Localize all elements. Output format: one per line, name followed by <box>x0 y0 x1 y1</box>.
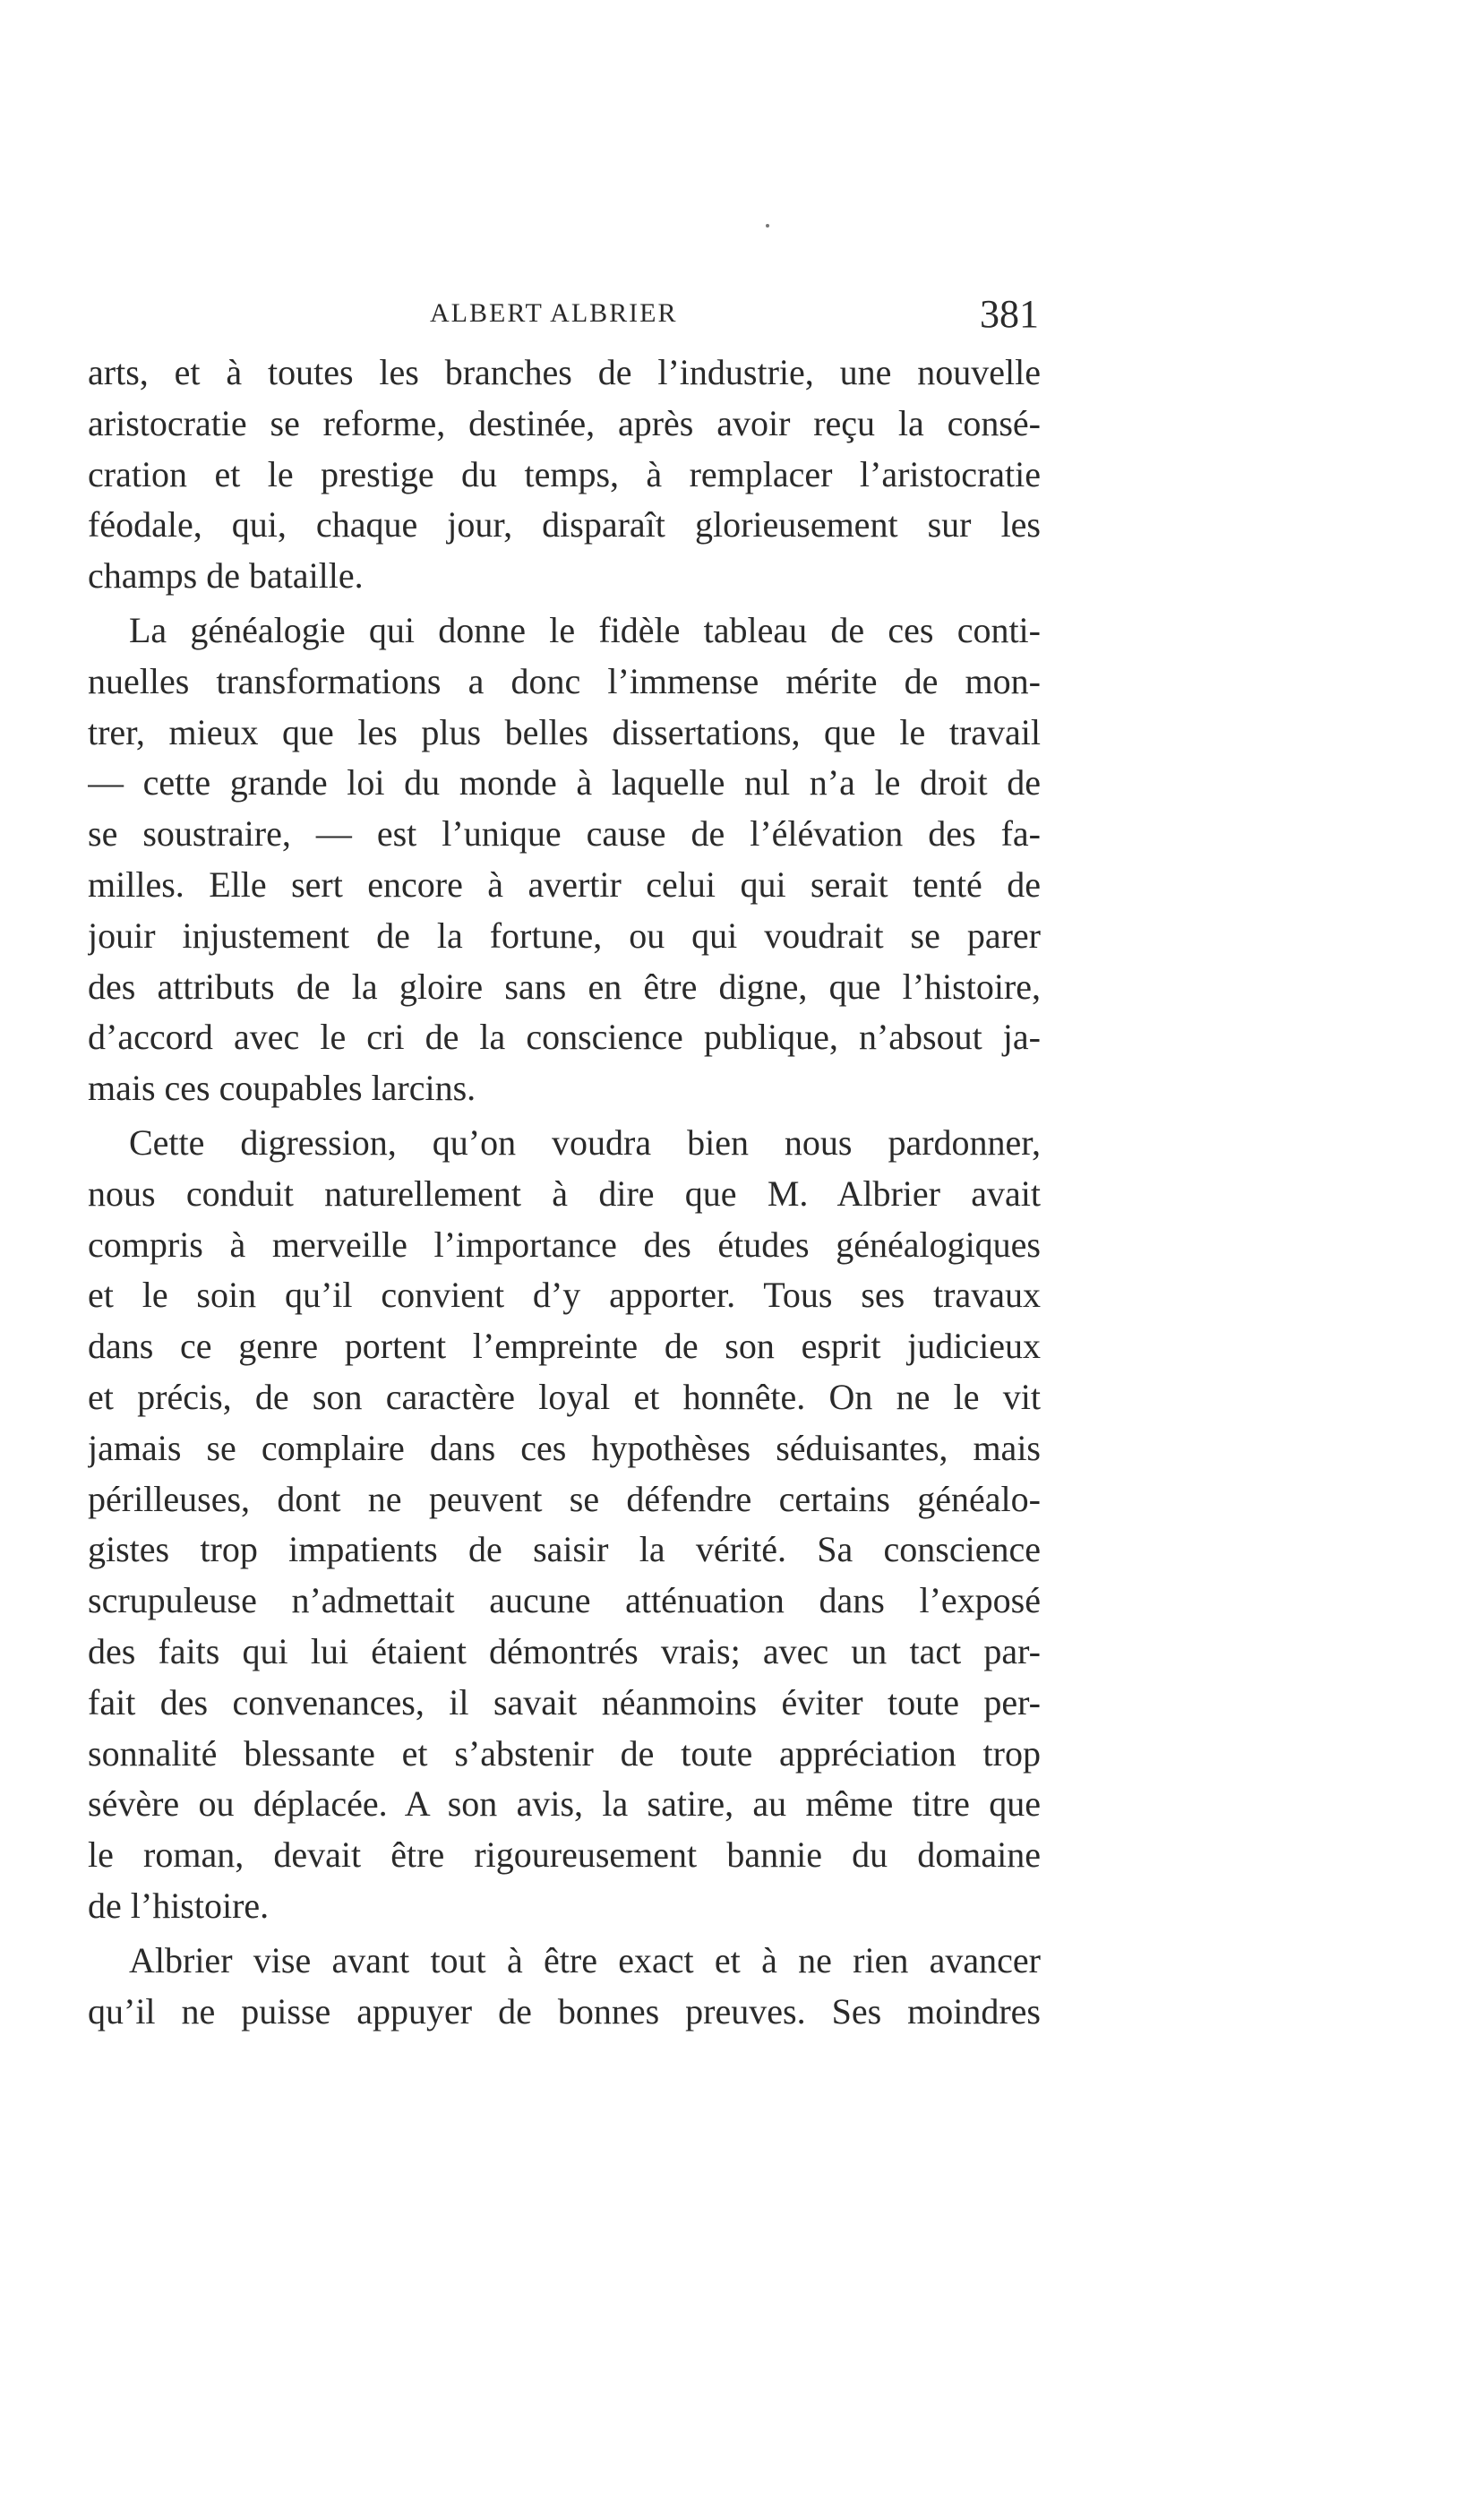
text-line: fait des convenances, il savait néanmoins éviter toute per- <box>88 1681 1041 1722</box>
running-title: ALBERT ALBRIER <box>430 298 678 328</box>
text-line: scrupuleuse n’admettait aucune atténuation dans l’exposé <box>88 1580 1041 1621</box>
text-line: des faits qui lui étaient démontrés vrais; avec un tact par- <box>88 1630 1041 1671</box>
text-line: nuelles transformations a donc l’immense mérite de mon- <box>88 660 1041 701</box>
text-line: mais ces coupables larcins. <box>88 1068 476 1109</box>
text-line: trer, mieux que les plus belles dissertations, que le travail <box>88 711 1041 752</box>
text-line: nous conduit naturellement à dire que M. Albrier avait <box>88 1173 1041 1214</box>
text-line: d’accord avec le cri de la conscience publique, n’absout ja- <box>88 1017 1041 1058</box>
text-line: qu’il ne puisse appuyer de bonnes preuves. Ses moindres <box>88 1990 1041 2032</box>
text-line: gistes trop impatients de saisir la vérité. Sa conscience <box>88 1529 1041 1570</box>
text-line: La généalogie qui donne le fidèle tableau de ces conti- <box>129 609 1041 650</box>
text-line: milles. Elle sert encore à avertir celui qui serait tenté de <box>88 863 1041 905</box>
text-line: Albrier vise avant tout à être exact et à ne rien avancer <box>129 1939 1041 1980</box>
page-number: 381 <box>980 292 1039 336</box>
text-line: des attributs de la gloire sans en être digne, que l’histoire, <box>88 966 1041 1007</box>
text-line: féodale, qui, chaque jour, disparaît glorieusement sur les <box>88 504 1041 545</box>
text-line: — cette grande loi du monde à laquelle nul n’a le droit de <box>88 762 1041 803</box>
paragraph <box>88 348 1041 602</box>
text-line: cration et le prestige du temps, à remplacer l’aristocratie <box>88 453 1041 494</box>
text-line: se soustraire, — est l’unique cause de l’élévation des fa- <box>88 813 1041 855</box>
text-line: sévère ou déplacée. A son avis, la satire, au même titre que <box>88 1783 1041 1825</box>
paragraph <box>88 1936 1041 2038</box>
text-line: Cette digression, qu’on voudra bien nous pardonner, <box>129 1121 1041 1163</box>
text-line: le roman, devait être rigoureusement bannie du domaine <box>88 1834 1041 1876</box>
paragraph <box>88 606 1041 1114</box>
paragraph <box>88 1118 1041 1932</box>
running-head <box>90 291 1039 345</box>
text-line: et le soin qu’il convient d’y apporter. Tous ses travaux <box>88 1275 1041 1316</box>
text-line: champs de bataille. <box>88 555 364 597</box>
text-line: jouir injustement de la fortune, ou qui voudrait se parer <box>88 915 1041 956</box>
text-line: périlleuses, dont ne peuvent se défendre certains généalo- <box>88 1478 1041 1519</box>
text-line: compris à merveille l’importance des études généalogiques <box>88 1224 1041 1265</box>
body-text <box>88 348 1041 2040</box>
text-line: de l’histoire. <box>88 1885 270 1926</box>
text-line: et précis, de son caractère loyal et honnête. On ne le vit <box>88 1376 1041 1417</box>
text-line: sonnalité blessante et s’abstenir de toute appréciation trop <box>88 1732 1041 1774</box>
paper-speck <box>766 224 769 228</box>
text-line: arts, et à toutes les branches de l’industrie, une nouvelle <box>88 352 1041 392</box>
text-line: aristocratie se reforme, destinée, après avoir reçu la consé- <box>88 402 1041 443</box>
text-line: jamais se complaire dans ces hypothèses séduisantes, mais <box>88 1427 1041 1468</box>
text-line: dans ce genre portent l’empreinte de son esprit judicieux <box>88 1326 1041 1367</box>
